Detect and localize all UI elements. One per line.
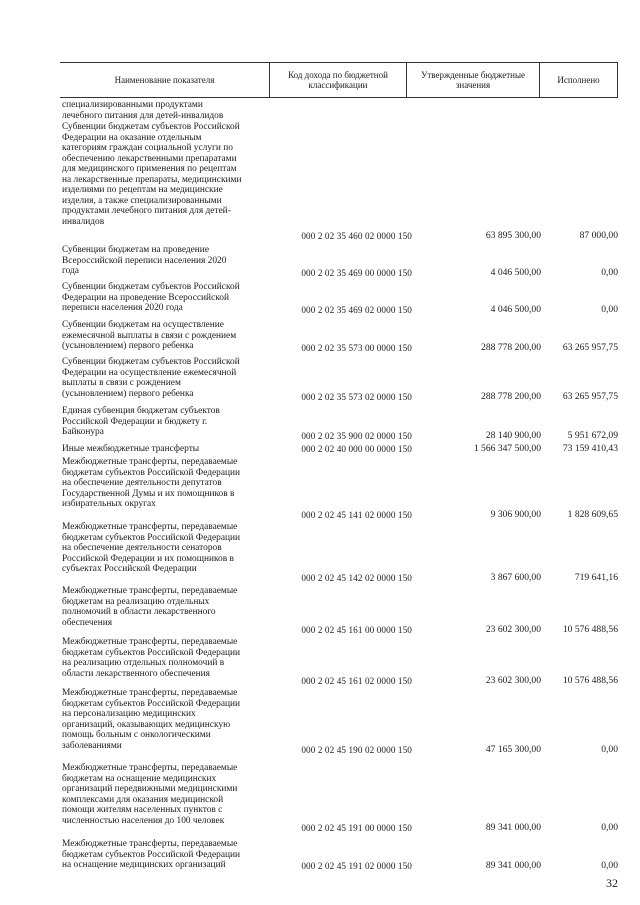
row-executed-value: 0,00	[601, 744, 618, 755]
table-row	[62, 122, 618, 244]
row-plan-value: 89 341 000,00	[485, 860, 541, 871]
row-name: специализированными продуктами лечебного питания для детей-инвалидов	[62, 100, 224, 121]
page-number: 32	[606, 876, 618, 890]
row-executed-value: 10 576 488,56	[562, 624, 618, 635]
row-code: 000 2 02 40 000 00 0000 150	[301, 444, 412, 454]
table-row	[62, 637, 618, 687]
row-executed-value: 1 828 609,65	[567, 509, 618, 520]
row-executed-value: 0,00	[601, 267, 618, 278]
table-row	[62, 357, 618, 403]
row-plan-value: 1 566 347 500,00	[473, 443, 541, 454]
row-plan-value: 63 895 300,00	[485, 230, 541, 241]
column-header-executed: Исполнено	[539, 63, 618, 97]
row-code: 000 2 02 45 191 00 0000 150	[301, 823, 412, 833]
row-code: 000 2 02 35 573 02 0000 150	[301, 392, 412, 402]
table-row	[62, 688, 618, 762]
table-row	[62, 245, 618, 279]
row-name: Межбюджетные трансферты, передаваемые бюджетам на оснащение медицинских организаций передвижными медицинскими комплексами для оказания медицинской помощи жителям населенных пунктов с численностью населения до 100 человек	[62, 763, 238, 826]
row-executed-value: 0,00	[601, 304, 618, 315]
row-name: Межбюджетные трансферты, передаваемые бюджетам на реализацию отдельных полномочий в области лекарственного обеспечения	[62, 586, 238, 628]
row-name: Субвенции бюджетам на осуществление ежемесячной выплаты в связи с рождением (усыновлением) первого ребенка	[62, 320, 237, 351]
row-executed-value: 719 641,16	[574, 572, 618, 583]
row-executed-value: 87 000,00	[579, 230, 618, 241]
table-row	[62, 282, 618, 316]
column-header-name: Наименование показателя	[114, 75, 215, 85]
row-executed-value: 0,00	[601, 822, 618, 833]
table-row	[62, 406, 618, 440]
row-plan-value: 23 602 300,00	[485, 624, 541, 635]
row-name: Иные межбюджетные трансферты	[62, 444, 200, 454]
table-row	[62, 444, 618, 456]
row-code: 000 2 02 35 900 02 0000 150	[301, 431, 412, 441]
row-code: 000 2 02 45 161 02 0000 150	[301, 676, 412, 686]
row-plan-value: 47 165 300,00	[485, 744, 541, 755]
row-code: 000 2 02 35 469 02 0000 150	[301, 305, 412, 315]
row-executed-value: 0,00	[601, 860, 618, 871]
row-code: 000 2 02 35 573 00 0000 150	[301, 343, 412, 353]
row-name: Межбюджетные трансферты, передаваемые бюджетам субъектов Российской Федерации на обеспечение деятельности сенаторов Российской Федерации и их помощников в субъектах Российской Федерации	[62, 522, 241, 574]
row-plan-value: 4 046 500,00	[490, 267, 541, 278]
row-plan-value: 288 778 200,00	[481, 391, 541, 402]
row-name: Субвенции бюджетам субъектов Российской Федерации на оказание отдельным категориям граждан социальной услуги по обеспечению лекарственными препаратами для медицинского применения по рецептам на лекарственные препараты, медицинскими изделиями по рецептам на медицинские изделия, а также специализированными продуктами лечебного питания для детей- инвалидов	[62, 122, 242, 227]
column-header-plan: Утвержденные бюджетные значения	[406, 63, 539, 97]
table-row	[62, 320, 618, 354]
row-executed-value: 10 576 488,56	[562, 675, 618, 686]
row-executed-value: 73 159 410,43	[562, 443, 618, 454]
row-code: 000 2 02 35 460 02 0000 150	[301, 231, 412, 241]
column-header-code: Код дохода по бюджетной классификации	[269, 63, 406, 97]
row-name: Межбюджетные трансферты, передаваемые бюджетам субъектов Российской Федерации на обеспечение деятельности депутатов Государственной Думы и их помощников в избирательных округах	[62, 457, 241, 509]
row-name: Субвенции бюджетам субъектов Российской Федерации на проведение Всероссийской переписи населения 2020 года	[62, 282, 240, 313]
row-name: Межбюджетные трансферты, передаваемые бюджетам субъектов Российской Федерации на персонализацию медицинских организаций, оказывающих медицинскую помощь больным с онкологическими заболеваниями	[62, 688, 241, 751]
row-plan-value: 23 602 300,00	[485, 675, 541, 686]
row-name: Межбюджетные трансферты, передаваемые бюджетам субъектов Российской Федерации на оснащение медицинских организаций	[62, 839, 241, 870]
row-plan-value: 3 867 600,00	[490, 572, 541, 583]
row-plan-value: 9 306 900,00	[490, 509, 541, 520]
row-plan-value: 4 046 500,00	[490, 304, 541, 315]
row-code: 000 2 02 45 142 02 0000 150	[301, 573, 412, 583]
table-row	[62, 763, 618, 835]
table-row	[62, 457, 618, 521]
table-row	[62, 100, 618, 121]
row-code: 000 2 02 45 191 02 0000 150	[301, 861, 412, 871]
row-executed-value: 63 265 957,75	[562, 391, 618, 402]
row-code: 000 2 02 45 190 02 0000 150	[301, 745, 412, 755]
row-code: 000 2 02 45 141 02 0000 150	[301, 510, 412, 520]
row-name: Субвенции бюджетам субъектов Российской Федерации на осуществление ежемесячной выплаты в связи с рождением (усыновлением) первого ребенка	[62, 357, 240, 399]
table-row	[62, 522, 618, 584]
table-header	[60, 62, 618, 98]
row-name: Единая субвенция бюджетам субъектов Российской Федерации и бюджету г. Байконура	[62, 406, 220, 437]
row-plan-value: 288 778 200,00	[481, 342, 541, 353]
table-row	[62, 839, 618, 875]
row-code: 000 2 02 45 161 00 0000 150	[301, 625, 412, 635]
table-row	[62, 586, 618, 636]
row-name: Субвенции бюджетам на проведение Всероссийской переписи населения 2020 года	[62, 245, 227, 276]
row-code: 000 2 02 35 469 00 0000 150	[301, 268, 412, 278]
row-plan-value: 28 140 900,00	[485, 430, 541, 441]
row-executed-value: 63 265 957,75	[562, 342, 618, 353]
row-name: Межбюджетные трансферты, передаваемые бюджетам субъектов Российской Федерации на реализацию отдельных полномочий в области лекарственного обеспечения	[62, 637, 241, 679]
row-executed-value: 5 951 672,09	[567, 430, 618, 441]
row-plan-value: 89 341 000,00	[485, 822, 541, 833]
